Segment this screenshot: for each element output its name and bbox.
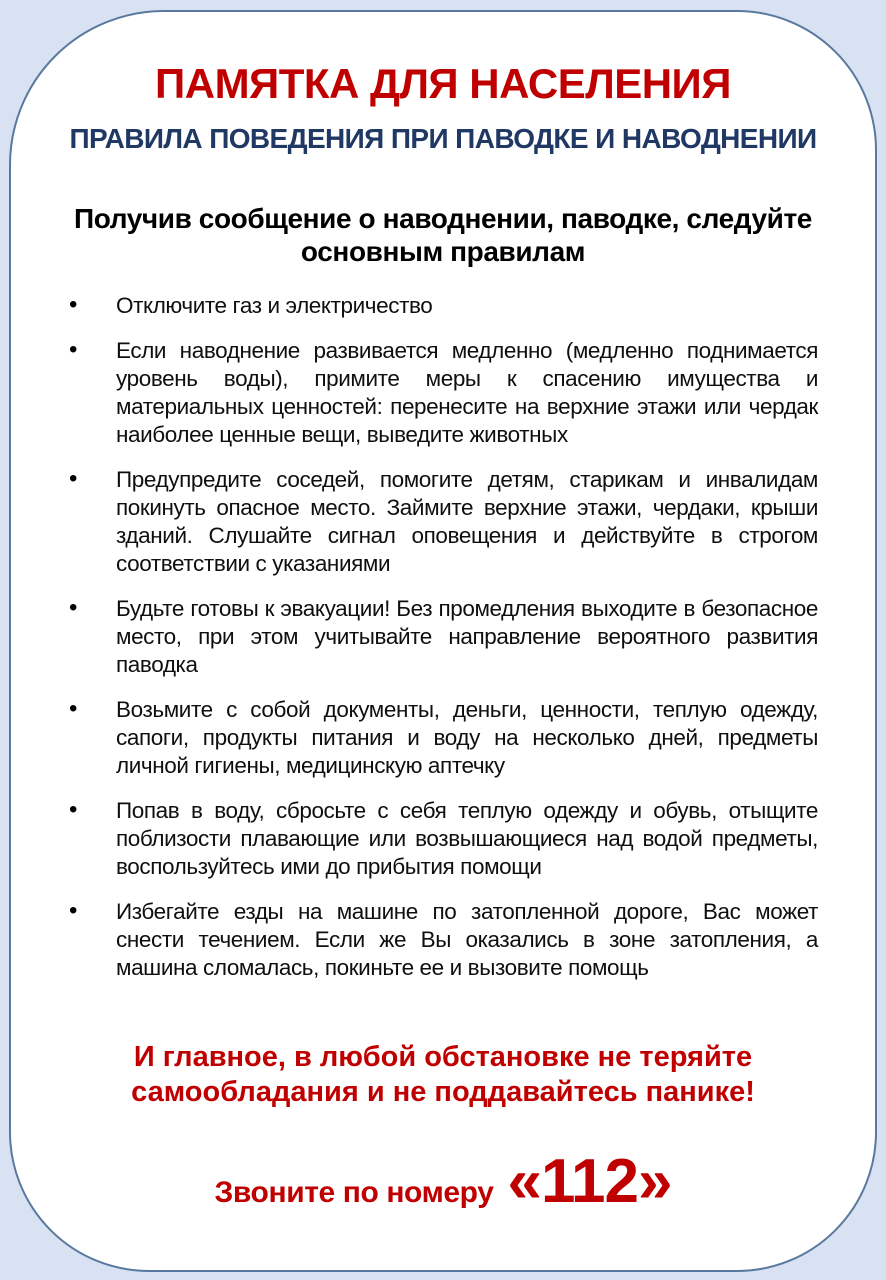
rule-item: • Если наводнение развивается медленно (медленно поднимается уровень воды), примите меры к спасению имущества и материальных ценностей: перенесите на верхние этажи или чердак наиболее ценные вещи, выведите животных [116, 337, 818, 449]
call-prefix-label: Звоните по номеру [214, 1176, 494, 1210]
rule-item: • Попав в воду, сбросьте с себя теплую одежду и обувь, отыщите поблизости плавающие или возвышающиеся над водой предметы, воспользуйтесь ими до прибытия помощи [116, 797, 818, 881]
rule-item: • Будьте готовы к эвакуации! Без промедления выходите в безопасное место, при этом учитывайте направление вероятного развития паводка [116, 595, 818, 679]
section-heading: Получив сообщение о наводнении, паводке, следуйте основным правилам [74, 203, 812, 268]
rule-item: • Отключите газ и электричество [116, 292, 818, 320]
rule-item: • Возьмите с собой документы, деньги, ценности, теплую одежду, сапоги, продукты питания и воду на несколько дней, предметы личной гигиены, медицинскую аптечку [116, 696, 818, 780]
rules-list [11, 292, 875, 982]
memo-title: ПАМЯТКА ДЛЯ НАСЕЛЕНИЯ [155, 60, 731, 107]
memo-card [9, 10, 877, 1272]
rule-item: • Предупредите соседей, помогите детям, старикам и инвалидам покинуть опасное место. Займите верхние этажи, чердаки, крыши зданий. Слушайте сигнал оповещения и действуйте в строгом соответствии с указаниями [116, 466, 818, 578]
emergency-call-line [11, 1146, 875, 1217]
warning-text: И главное, в любой обстановке не теряйте самообладания и не поддавайтесь панике! [131, 1041, 755, 1109]
rule-item: • Избегайте езды на машине по затопленной дороге, Вас может снести течением. Если же Вы оказались в зоне затопления, а машина сломалась, покиньте ее и вызовите помощь [116, 898, 818, 982]
memo-subtitle: ПРАВИЛА ПОВЕДЕНИЯ ПРИ ПАВОДКЕ И НАВОДНЕНИИ [69, 123, 817, 155]
emergency-number: «112» [507, 1147, 672, 1217]
